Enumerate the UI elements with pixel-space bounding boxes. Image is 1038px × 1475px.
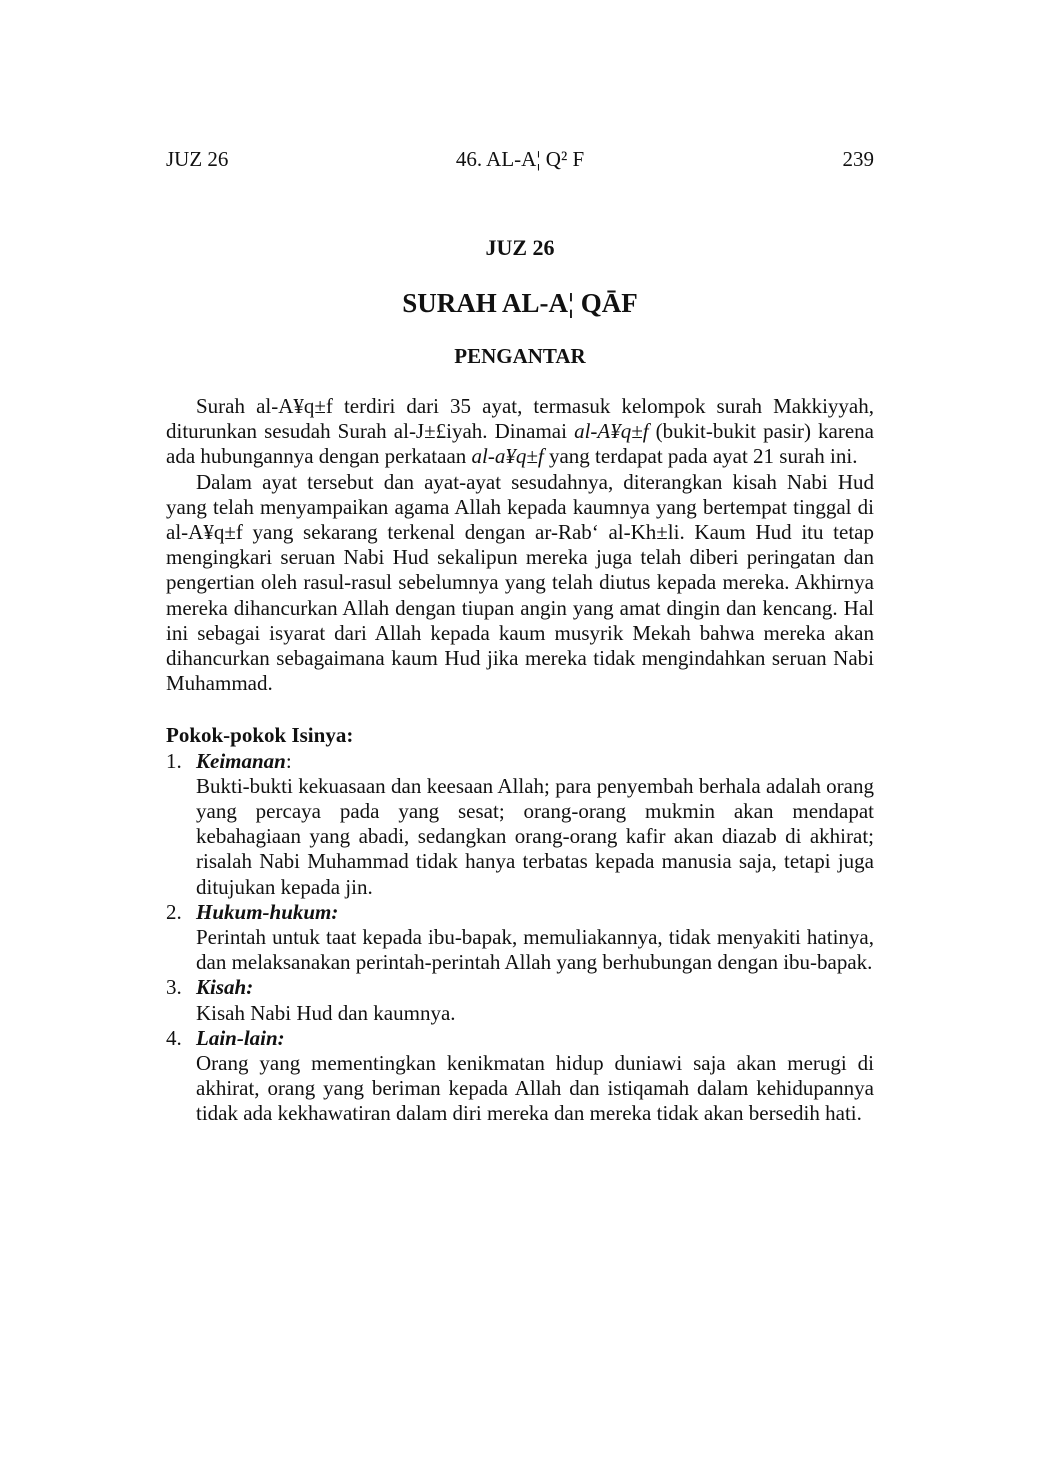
point-item xyxy=(166,1026,874,1127)
intro-paragraph-2: Dalam ayat tersebut dan ayat-ayat sesudahnya, diterangkan kisah Nabi Hud yang telah menyampaikan agama Allah kepada kaumnya yang bertempat tinggal di al-A¥q±f yang sekarang terkenal dengan ar-Rab‘ al-Kh±li. Kaum Hud itu tetap mengingkari seruan Nabi Hud sekalipun mereka juga telah diberi peringatan dan pengertian oleh rasul-rasul sebelumnya yang telah diutus kepada mereka. Akhirnya mereka dihancurkan Allah dengan tiupan angin yang amat dingin dan kencang. Hal ini sebagai isyarat dari Allah kepada kaum musyrik Mekah bahwa mereka akan dihancurkan sebagaimana kaum Hud jika mereka tidak mengindahkan seruan Nabi Muhammad. xyxy=(166,469,874,696)
juz-title: JUZ 26 xyxy=(485,235,555,260)
point-label: Keimanan xyxy=(196,748,286,773)
point-number: 1. xyxy=(166,748,182,773)
intro-paragraph-1 xyxy=(166,394,874,470)
point-item xyxy=(166,900,874,976)
point-body xyxy=(196,900,874,976)
intro-term-2: al-a¥q±f xyxy=(471,444,544,469)
point-text: Perintah untuk taat kepada ibu-bapak, memuliakannya, tidak menyakiti hatinya, dan melaksanakan perintah-perintah Allah yang berhubungan dengan ibu-bapak. xyxy=(196,925,874,975)
points-title: Pokok-pokok Isinya: xyxy=(166,723,354,748)
intro-text-part3: yang terdapat pada ayat 21 surah ini. xyxy=(543,444,858,469)
surah-title: SURAH AL-A¦ QĀF xyxy=(402,288,638,318)
point-label: Kisah: xyxy=(196,975,254,1000)
point-text: Orang yang mementingkan kenikmatan hidup duniawi saja akan merugi di akhirat, orang yang beriman kepada Allah dan istiqamah dalam kehidupannya tidak ada kekhawatiran dalam diri mereka dan mereka tidak akan bersedih hati. xyxy=(196,1051,874,1126)
point-label: Lain-lain: xyxy=(196,1025,285,1050)
body-text xyxy=(166,394,874,1127)
section-title: PENGANTAR xyxy=(454,344,586,368)
intro-text-part1: Surah al-A¥q±f terdiri dari 35 ayat, termasuk kelompok surah Makkiyyah, diturunkan sesudah Surah al-J±£iyah. Dinamai xyxy=(166,394,874,444)
document-page xyxy=(166,0,874,1475)
point-body xyxy=(196,1026,874,1127)
point-item xyxy=(166,749,874,900)
point-body xyxy=(196,975,874,1025)
intro-term-1: al-A¥q±f xyxy=(574,419,649,444)
point-text: Kisah Nabi Hud dan kaumnya. xyxy=(196,1000,456,1025)
point-text: Bukti-bukti kekuasaan dan keesaan Allah; para penyembah berhala adalah orang yang percaya pada yang sesat; orang-orang mukmin akan mendapat kebahagiaan yang abadi, sedangkan orang-orang kafir akan diazab di akhirat; risalah Nabi Muhammad tidak hanya terbatas kepada manusia saja, tetapi juga ditujukan kepada jin. xyxy=(196,773,874,899)
point-label: Hukum-hukum: xyxy=(196,899,339,924)
point-number: 2. xyxy=(166,899,182,924)
point-number: 4. xyxy=(166,1025,182,1050)
header-juz: JUZ 26 xyxy=(166,147,229,171)
point-label-suffix: : xyxy=(285,748,292,773)
intro-text-part2: (bukit-bukit pasir) karena ada hubungannya dengan perkataan xyxy=(166,419,874,469)
point-item xyxy=(166,975,874,1025)
running-header xyxy=(166,146,874,172)
point-number: 3. xyxy=(166,975,182,1000)
point-body xyxy=(196,749,874,900)
header-surah: 46. AL-A¦ Q² F xyxy=(455,147,585,171)
page-number: 239 xyxy=(842,147,874,171)
